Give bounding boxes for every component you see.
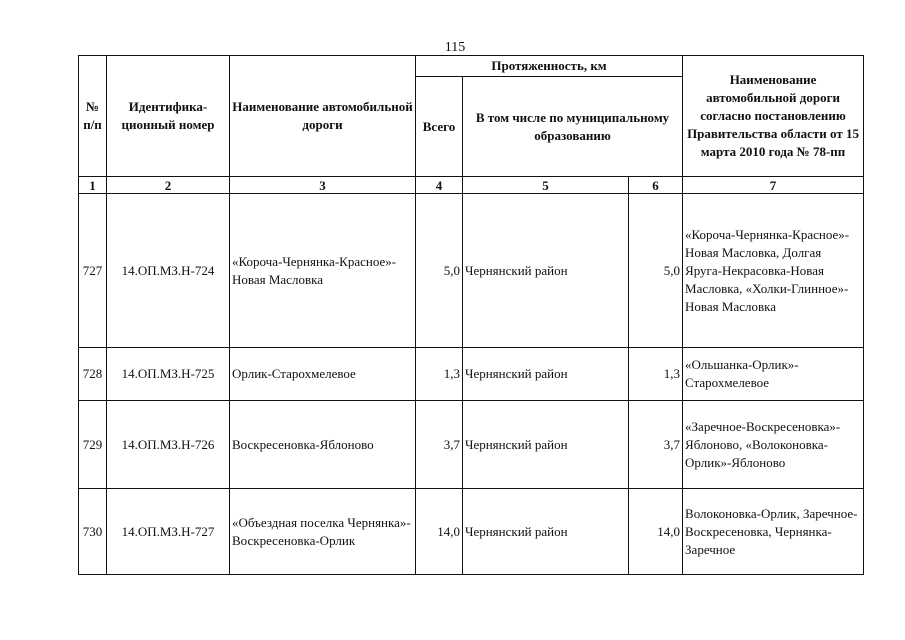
row-number: 727 [79,194,107,348]
road-name: Орлик-Старохмелевое [230,348,416,401]
column-number: 6 [629,177,683,194]
column-number: 1 [79,177,107,194]
column-number: 2 [107,177,230,194]
district-length: 1,3 [629,348,683,401]
resolution-road-name: Волоконовка-Орлик, Заречное-Воскресеновка, Чернянка-Заречное [683,489,864,575]
column-number: 5 [463,177,629,194]
header-length-group: Протяженность, км [416,56,683,77]
road-id: 14.ОП.МЗ.Н-727 [107,489,230,575]
municipal-district: Чернянский район [463,348,629,401]
resolution-road-name: «Заречное-Воскресеновка»-Яблоново, «Волоконовка-Орлик»-Яблоново [683,401,864,489]
road-length-total: 14,0 [416,489,463,575]
road-id: 14.ОП.МЗ.Н-724 [107,194,230,348]
header-municipal: В том числе по муниципальному образованию [463,77,683,177]
header-row-top [79,56,864,77]
row-number: 729 [79,401,107,489]
municipal-district: Чернянский район [463,489,629,575]
header-total: Всего [416,77,463,177]
header-resolution-name: Наименование автомобильной дороги согласно постановлению Правительства области от 15 марта 2010 года № 78-пп [683,56,864,177]
roads-table [78,55,864,575]
table-row [79,401,864,489]
column-number: 4 [416,177,463,194]
municipal-district: Чернянский район [463,401,629,489]
road-id: 14.ОП.МЗ.Н-726 [107,401,230,489]
table-row [79,194,864,348]
column-number-row [79,177,864,194]
header-num: № п/п [79,56,107,177]
resolution-road-name: «Ольшанка-Орлик»-Старохмелевое [683,348,864,401]
road-length-total: 1,3 [416,348,463,401]
road-length-total: 3,7 [416,401,463,489]
district-length: 14,0 [629,489,683,575]
page-number: 115 [444,40,466,55]
header-road-name: Наименование автомобильной дороги [230,56,416,177]
road-length-total: 5,0 [416,194,463,348]
table-row [79,489,864,575]
column-number: 7 [683,177,864,194]
road-name: «Короча-Чернянка-Красное»-Новая Масловка [230,194,416,348]
district-length: 3,7 [629,401,683,489]
resolution-road-name: «Короча-Чернянка-Красное»-Новая Масловка, Долгая Яруга-Некрасовка-Новая Масловка, «Холки-Глинное»-Новая Масловка [683,194,864,348]
road-name: «Объездная поселка Чернянка»-Воскресеновка-Орлик [230,489,416,575]
municipal-district: Чернянский район [463,194,629,348]
row-number: 728 [79,348,107,401]
road-id: 14.ОП.МЗ.Н-725 [107,348,230,401]
header-id: Идентифика-ционный номер [107,56,230,177]
table-row [79,348,864,401]
row-number: 730 [79,489,107,575]
district-length: 5,0 [629,194,683,348]
column-number: 3 [230,177,416,194]
road-name: Воскресеновка-Яблоново [230,401,416,489]
